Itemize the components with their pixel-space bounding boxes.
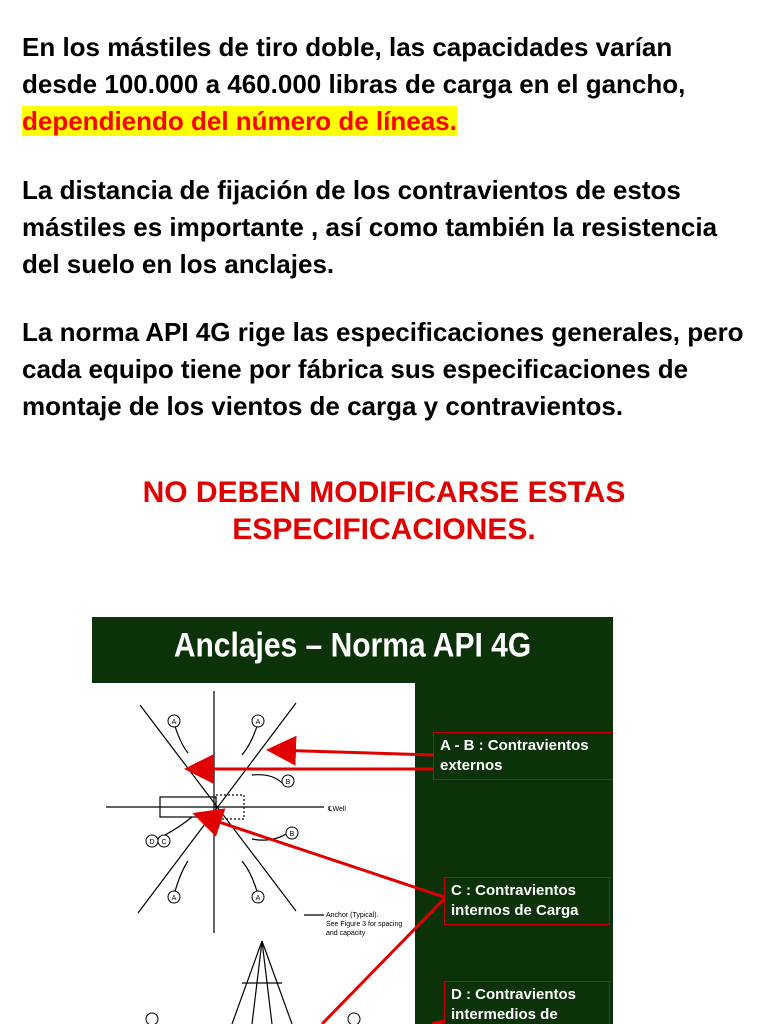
guy-tie-c: [152, 817, 192, 841]
label-ab: [433, 732, 613, 780]
label-a-3: A: [171, 895, 177, 902]
anchors-figure-panel: [92, 617, 613, 1024]
paragraph-capacities: [22, 29, 752, 140]
label-d-line1: D : Contravientos: [451, 986, 577, 1003]
anchor-lower-left: [146, 1013, 158, 1024]
guy-tie-3: [174, 861, 188, 895]
capacities-text: En los mástiles de tiro doble, las capacidades varían desde 100.000 a 460.000 libras de carga en el gancho,: [22, 32, 686, 99]
label-ab-line2: externos: [440, 757, 503, 774]
guy-tie-1: [174, 723, 188, 753]
warning-line-2: ESPECIFICACIONES.: [232, 513, 536, 546]
guy-tie-6: [252, 833, 288, 840]
label-b-2: B: [289, 831, 295, 838]
label-b-1: B: [285, 779, 291, 786]
highlighted-text: dependiendo del número de líneas.: [22, 106, 457, 136]
label-d: [444, 981, 610, 1024]
label-c: [444, 877, 610, 925]
anchor-lower-right: [348, 1013, 360, 1024]
anchor-note-3: and capacity: [326, 930, 366, 937]
label-ab-line1: A - B : Contravientos: [440, 737, 589, 754]
paragraph-api-norm: La norma API 4G rige las especificaciones generales, pero cada equipo tiene por fábrica sus especificaciones de montaje de los vientos de carga y contravientos.: [22, 317, 744, 421]
label-c-line1: C : Contravientos: [451, 882, 577, 899]
guy-tie-2: [242, 723, 258, 755]
guy-anchor-diagram: [92, 683, 415, 1024]
label-a-4: A: [255, 895, 261, 902]
label-c: C: [161, 839, 167, 846]
label-a-1: A: [171, 719, 177, 726]
label-d-line2: intermedios de: [451, 1006, 558, 1023]
well-label: ℄Well: [328, 806, 346, 813]
paragraph-guy-distance: La distancia de fijación de los contravientos de estos mástiles es importante , así como también la resistencia del suelo en los anclajes.: [22, 175, 718, 279]
diagram-drawing: [92, 683, 415, 1024]
label-a-2: A: [255, 719, 261, 726]
warning-text: [0, 474, 768, 548]
guy-tie-4: [242, 861, 258, 895]
anchor-note-2: See Figure 3 for spacing: [326, 921, 403, 928]
warning-line-1: NO DEBEN MODIFICARSE ESTAS: [142, 476, 626, 509]
guy-tie-5: [252, 775, 282, 783]
anchor-note-1: Anchor (Typical).: [326, 912, 379, 919]
label-c-line2: internos de Carga: [451, 902, 579, 919]
label-d: D: [149, 839, 155, 846]
figure-title: Anclajes – Norma API 4G: [173, 626, 532, 665]
